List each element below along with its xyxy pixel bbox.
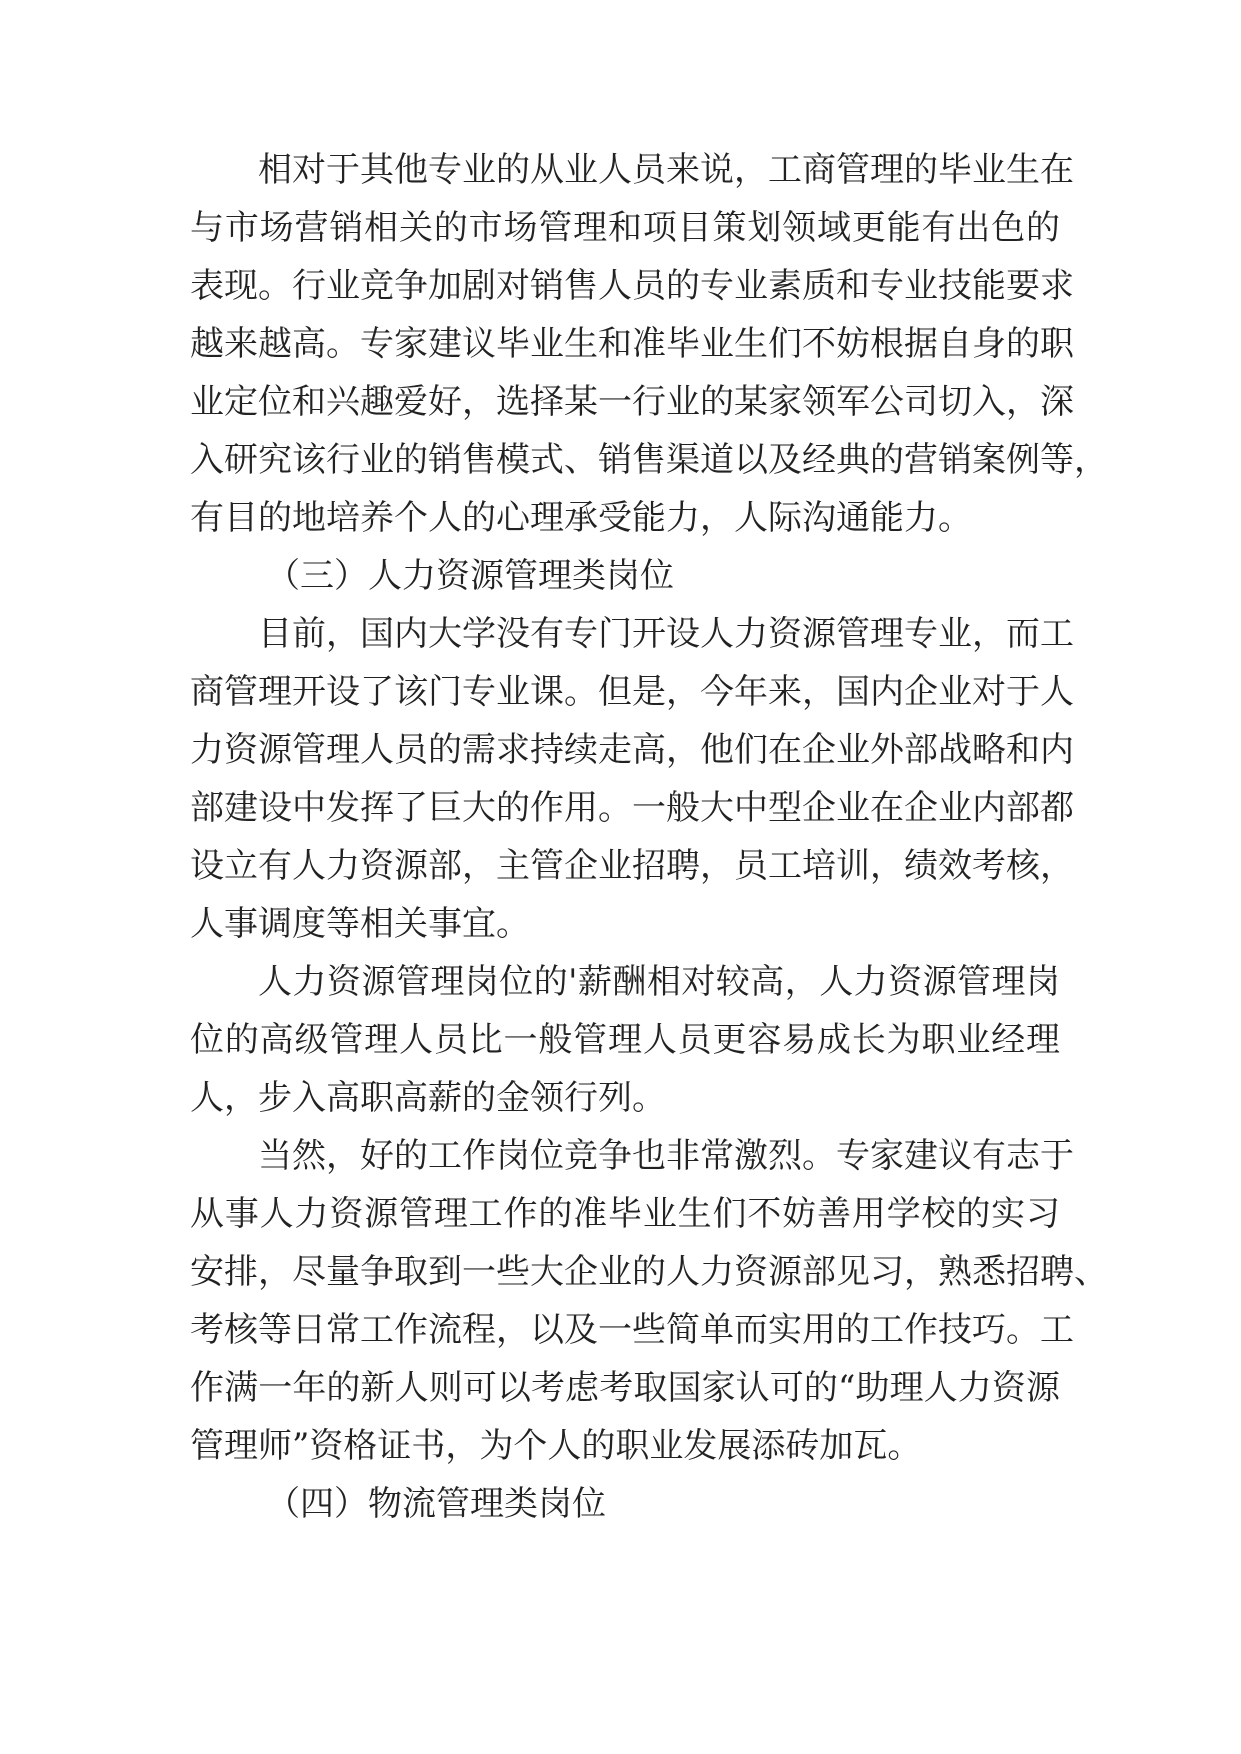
paragraph-line: 管理师”资格证书，为个人的职业发展添砖加瓦。 bbox=[190, 1426, 922, 1466]
paragraph-line: 相对于其他专业的从业人员来说，工商管理的毕业生在 bbox=[258, 150, 1074, 190]
paragraph-line: 安排，尽量争取到一些大企业的人力资源部见习，熟悉招聘、 bbox=[190, 1252, 1108, 1292]
paragraph-line: 位的高级管理人员比一般管理人员更容易成长为职业经理 bbox=[190, 1020, 1060, 1060]
paragraph-line: 业定位和兴趣爱好，选择某一行业的某家领军公司切入，深 bbox=[190, 382, 1074, 422]
paragraph-line: 人，步入高职高薪的金领行列。 bbox=[190, 1078, 666, 1118]
paragraph-line: 商管理开设了该门专业课。但是，今年来，国内企业对于人 bbox=[190, 672, 1074, 712]
paragraph-line: 考核等日常工作流程，以及一些简单而实用的工作技巧。工 bbox=[190, 1310, 1074, 1350]
section-heading: （四）物流管理类岗位 bbox=[266, 1484, 606, 1524]
paragraph-line: 作满一年的新人则可以考虑考取国家认可的“助理人力资源 bbox=[190, 1368, 1060, 1408]
paragraph-line: 目前，国内大学没有专门开设人力资源管理专业，而工 bbox=[258, 614, 1074, 654]
paragraph-line: 当然，好的工作岗位竞争也非常激烈。专家建议有志于 bbox=[258, 1136, 1074, 1176]
paragraph-line: 力资源管理人员的需求持续走高，他们在企业外部战略和内 bbox=[190, 730, 1074, 770]
paragraph-line: 人事调度等相关事宜。 bbox=[190, 904, 530, 944]
paragraph-line: 与市场营销相关的市场管理和项目策划领域更能有出色的 bbox=[190, 208, 1060, 248]
paragraph-line: 有目的地培养个人的心理承受能力，人际沟通能力。 bbox=[190, 498, 972, 538]
paragraph-line: 表现。行业竞争加剧对销售人员的专业素质和专业技能要求 bbox=[190, 266, 1074, 306]
paragraph-line: 从事人力资源管理工作的准毕业生们不妨善用学校的实习 bbox=[190, 1194, 1060, 1234]
paragraph-line: 部建设中发挥了巨大的作用。一般大中型企业在企业内部都 bbox=[190, 788, 1074, 828]
paragraph-line: 人力资源管理岗位的'薪酬相对较高，人力资源管理岗 bbox=[258, 962, 1060, 1002]
section-heading: （三）人力资源管理类岗位 bbox=[266, 556, 674, 596]
paragraph-line: 越来越高。专家建议毕业生和准毕业生们不妨根据自身的职 bbox=[190, 324, 1074, 364]
paragraph-line: 设立有人力资源部，主管企业招聘，员工培训，绩效考核， bbox=[190, 846, 1074, 886]
paragraph-line: 入研究该行业的销售模式、销售渠道以及经典的营销案例等， bbox=[190, 440, 1108, 480]
